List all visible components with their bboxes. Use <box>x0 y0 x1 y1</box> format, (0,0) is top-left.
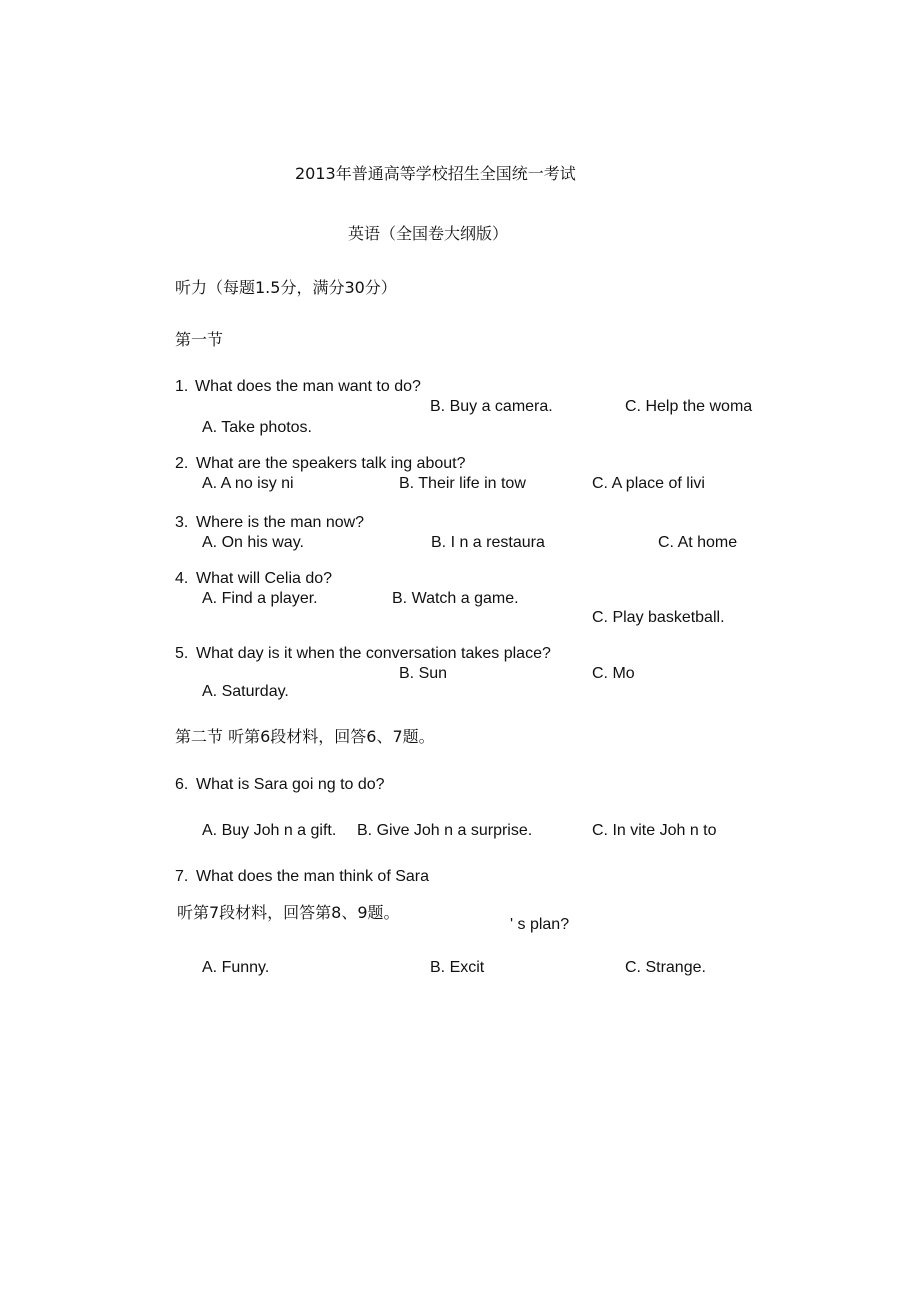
question-text: What will Celia do? <box>196 570 333 587</box>
option-b: B. Sun <box>399 665 448 682</box>
option-a: A. A no isy ni <box>202 475 294 492</box>
question-number: 6. <box>175 776 189 793</box>
question-text: What does the man think of Sara <box>196 868 430 885</box>
section1-label: 第一节 <box>175 330 224 349</box>
option-b: B. Watch a game. <box>392 590 519 607</box>
option-c: C. Play basketball. <box>592 609 725 626</box>
question-text: What does the man want to do? <box>195 378 421 395</box>
passage7-instruction: 听第7段材料，回答第8、9题。 <box>177 903 400 922</box>
question-number: 7. <box>175 868 189 885</box>
question-text: Where is the man now? <box>196 514 365 531</box>
question-text-continued: ' s plan? <box>510 916 570 933</box>
paper-title: 英语（全国卷大纲版） <box>348 224 509 243</box>
listening-heading: 听力（每题1.5分，满分30分） <box>175 278 397 297</box>
option-a: A. Buy Joh n a gift. <box>202 822 337 839</box>
option-c: C. Mo <box>592 665 635 682</box>
option-c: C. In vite Joh n to <box>592 822 717 839</box>
option-a: A. Take photos. <box>202 419 312 436</box>
option-b: B. Their life in tow <box>399 475 526 492</box>
option-b: B. Give Joh n a surprise. <box>357 822 533 839</box>
option-a: A. Find a player. <box>202 590 318 607</box>
option-b: B. Buy a camera. <box>430 398 553 415</box>
exam-title: 2013年普通高等学校招生全国统一考试 <box>295 164 576 183</box>
question-number: 1. <box>175 378 189 395</box>
section2-label: 第二节 听第6段材料，回答6、7题。 <box>175 727 435 746</box>
option-b: B. Excit <box>430 959 485 976</box>
question-number: 3. <box>175 514 189 531</box>
option-a: A. Funny. <box>202 959 270 976</box>
option-a: A. Saturday. <box>202 683 289 700</box>
question-number: 4. <box>175 570 189 587</box>
question-text: What are the speakers talk ing about? <box>196 455 466 472</box>
option-c: C. Help the woma <box>625 398 753 415</box>
option-b: B. I n a restaura <box>431 534 545 551</box>
question-number: 5. <box>175 645 189 662</box>
question-number: 2. <box>175 455 189 472</box>
option-c: C. At home <box>658 534 738 551</box>
option-a: A. On his way. <box>202 534 304 551</box>
option-c: C. Strange. <box>625 959 706 976</box>
option-c: C. A place of livi <box>592 475 705 492</box>
question-text: What day is it when the conversation takes place? <box>196 645 551 662</box>
question-text: What is Sara goi ng to do? <box>196 776 385 793</box>
